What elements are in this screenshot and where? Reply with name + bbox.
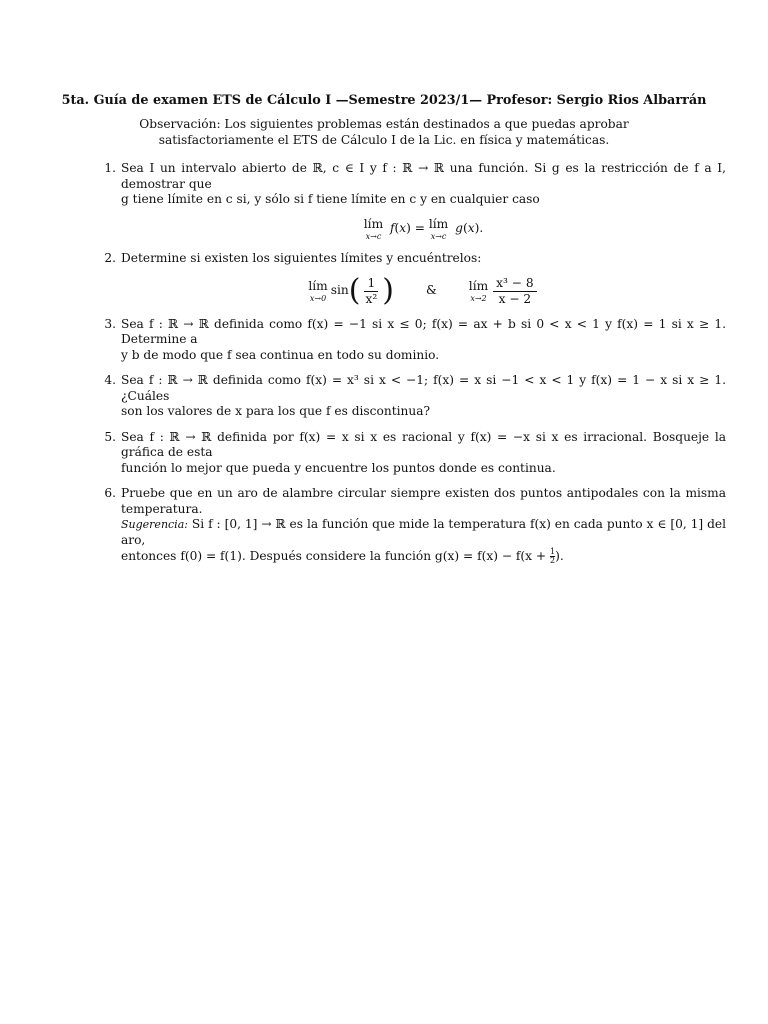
- problem-text-line: g tiene límite en c si, y sólo si f tiene límite en c y en cualquier caso: [121, 192, 540, 206]
- problem-text-line: Sea I un intervalo abierto de ℝ, c ∈ I y f : ℝ → ℝ una función. Si g es la restricción de f a I, demostrar que: [121, 161, 726, 191]
- problem-text-line: Si f : [0, 1] → ℝ es la función que mide la temperatura f(x) en cada punto x ∈ [0, 1] del aro,: [121, 517, 726, 547]
- fraction: $\frac{\text{x³ − 8}}{x - 2}$: [493, 276, 536, 307]
- problem-number: 2.: [104, 251, 116, 265]
- problem-3: [96, 317, 726, 364]
- ampersand: &: [425, 283, 437, 298]
- hint-label: Sugerencia:: [121, 518, 188, 531]
- problem-text-line: entonces f(0) = f(1). Después considere la función g(x) = f(x) − f(x +: [121, 549, 547, 563]
- problem-4: [96, 373, 726, 420]
- problem-text-line: función lo mejor que pueda y encuentre los puntos donde es continua.: [121, 460, 556, 475]
- problem-text-line: y b de modo que f sea continua en todo su dominio.: [121, 347, 440, 362]
- problem-6: 6. Pruebe que en un aro de alambre circular siempre existen dos puntos antipodales con la misma temperatura. Sugerencia: Si f : [0, 1] → ℝ es la función que mide la temperatura f(x) en cada punto x ∈ [0, 1] del aro, entonces f(0) = f(1). Después considere la función g(x) = f(x) − f(x + $\frac{1}{2}$ ).: [96, 486, 726, 565]
- limit-subscript: x→c: [430, 232, 447, 241]
- problem-number: 1.: [104, 161, 116, 175]
- problem-number: 3.: [104, 316, 116, 331]
- limit-equation: lím x→c f(x) = lím x→c g(x).: [363, 216, 484, 241]
- limit-subscript: x→0: [309, 294, 327, 304]
- problem-number: 6.: [104, 486, 116, 500]
- problem-text-line: son los valores de x para los que f es discontinua?: [121, 404, 430, 418]
- problem-text-line: Sea f : ℝ → ℝ definida como f(x) = x³ si x < −1; f(x) = x si −1 < x < 1 y f(x) = 1 − x si x ≥ 1. ¿Cuáles: [121, 373, 726, 403]
- half-fraction: $\frac{1}{2}$: [550, 547, 556, 565]
- observation-note: Observación: Los siguientes problemas están destinados a que puedas aprobar satisfactoriamente el ETS de Cálculo I de la Lic. en física y matemáticas.: [139, 117, 629, 147]
- sin-function: sin: [330, 283, 349, 298]
- limit-subscript: x→2: [470, 294, 487, 304]
- problem-5: [96, 430, 726, 477]
- problem-2: [96, 251, 726, 307]
- problem-text-line: Sea f : ℝ → ℝ definida como f(x) = −1 si x ≤ 0; f(x) = ax + b si 0 < x < 1 y f(x) = 1 si x ≥ 1. Determine a: [121, 316, 726, 346]
- problem-1: [96, 161, 726, 241]
- problem-list: [96, 161, 726, 575]
- problem-text-line: Sea f : ℝ → ℝ definida por f(x) = x si x es racional y f(x) = −x si x es irracional. Bosqueje la gráfica de esta: [121, 429, 726, 459]
- limits-display: lím x→0 sin ( $\frac{1}{\text{x²}}$ ) & lím x→2 $\frac{\text{x³ − 8}}{x - 2}$: [121, 276, 726, 307]
- problem-number: 5.: [104, 429, 116, 444]
- page-title: 5ta. Guía de examen ETS de Cálculo I —Semestre 2023/1— Profesor: Sergio Rios Albarrán: [61, 93, 707, 108]
- fraction: $\frac{1}{\text{x²}}$: [365, 275, 378, 306]
- problem-number: 4.: [104, 373, 116, 387]
- problem-text-line: Pruebe que en un aro de alambre circular siempre existen dos puntos antipodales con la misma temperatura.: [121, 486, 726, 516]
- problem-text-line: Determine si existen los siguientes límites y encuéntrelos:: [121, 251, 482, 265]
- limit-subscript: x→c: [365, 232, 382, 241]
